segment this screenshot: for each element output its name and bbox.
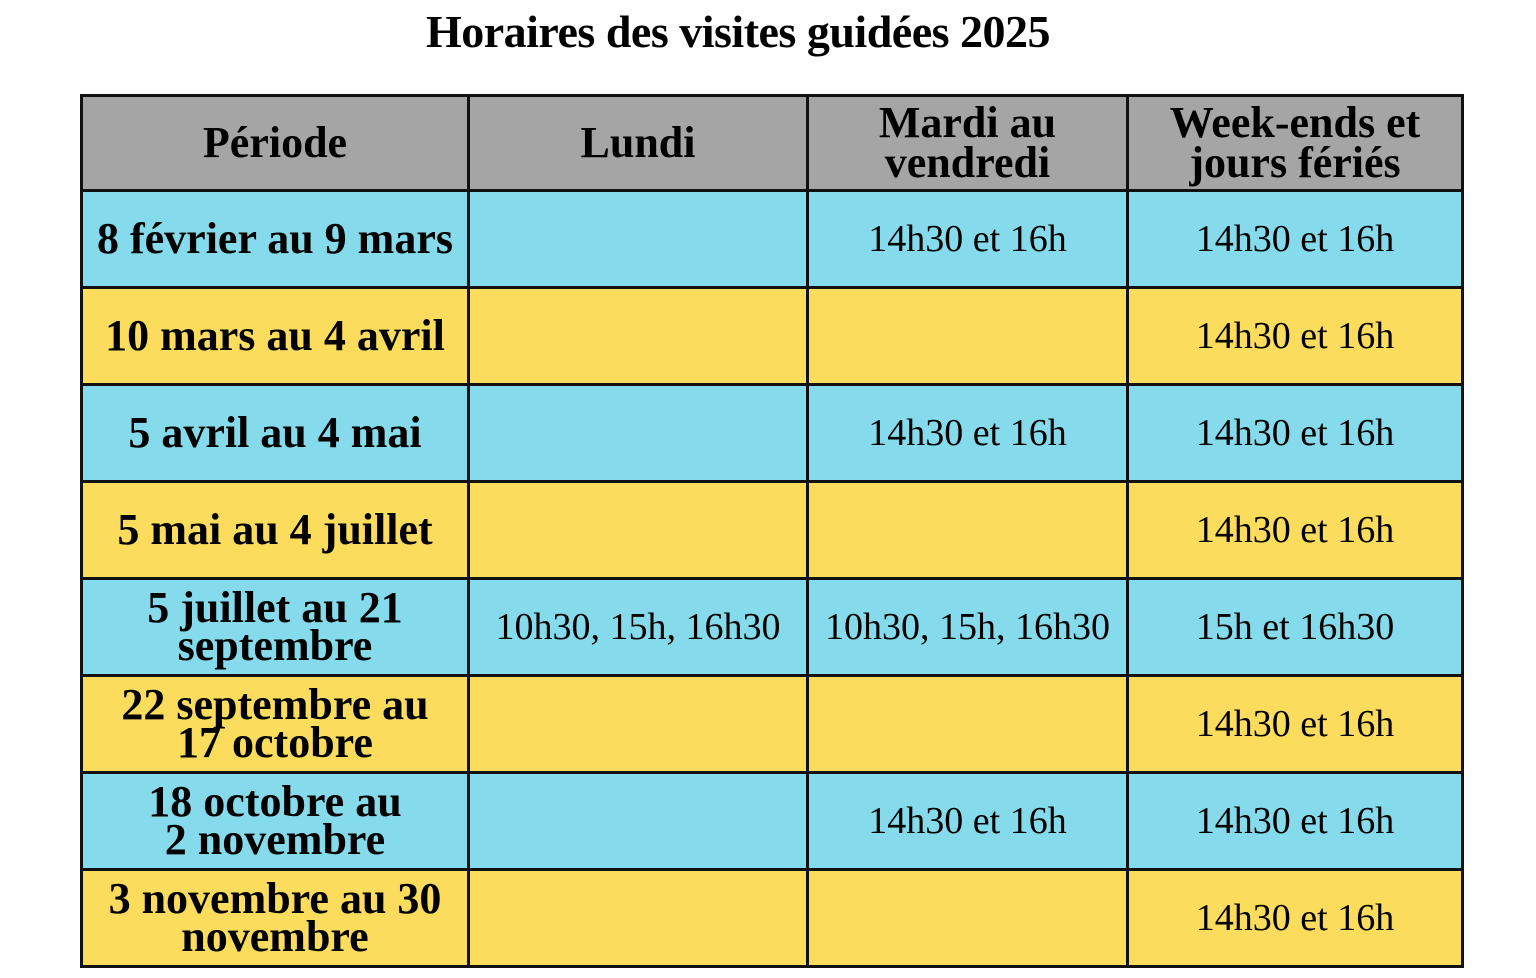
period-cell: 5 avril au 4 mai	[82, 385, 469, 482]
weekend-cell: 14h30 et 16h	[1128, 676, 1463, 773]
tuesday-friday-cell: 14h30 et 16h	[808, 191, 1128, 288]
monday-cell	[469, 288, 808, 385]
header-monday: Lundi	[469, 96, 808, 191]
table-header-row	[82, 96, 1463, 191]
weekend-cell: 14h30 et 16h	[1128, 482, 1463, 579]
tuesday-friday-cell	[808, 288, 1128, 385]
period-cell: 5 juillet au 21 septembre	[82, 579, 469, 676]
table-row	[82, 773, 1463, 870]
weekend-cell: 14h30 et 16h	[1128, 870, 1463, 967]
period-cell: 3 novembre au 30 novembre	[82, 870, 469, 967]
header-period: Période	[82, 96, 469, 191]
table-row	[82, 676, 1463, 773]
monday-cell	[469, 676, 808, 773]
period-cell: 5 mai au 4 juillet	[82, 482, 469, 579]
period-cell: 10 mars au 4 avril	[82, 288, 469, 385]
page-title: Horaires des visites guidées 2025	[425, 6, 1051, 57]
schedule-table	[80, 94, 1464, 968]
tuesday-friday-cell: 14h30 et 16h	[808, 385, 1128, 482]
header-tuesday-friday: Mardi au vendredi	[808, 96, 1128, 191]
period-cell: 8 février au 9 mars	[82, 191, 469, 288]
table-row	[82, 870, 1463, 967]
period-cell: 18 octobre au 2 novembre	[82, 773, 469, 870]
monday-cell	[469, 191, 808, 288]
weekend-cell: 14h30 et 16h	[1128, 385, 1463, 482]
weekend-cell: 15h et 16h30	[1128, 579, 1463, 676]
monday-cell	[469, 870, 808, 967]
tuesday-friday-cell	[808, 676, 1128, 773]
table-row	[82, 288, 1463, 385]
period-cell: 22 septembre au 17 octobre	[82, 676, 469, 773]
tuesday-friday-cell: 14h30 et 16h	[808, 773, 1128, 870]
weekend-cell: 14h30 et 16h	[1128, 191, 1463, 288]
monday-cell	[469, 482, 808, 579]
monday-cell	[469, 773, 808, 870]
tuesday-friday-cell	[808, 870, 1128, 967]
table-row	[82, 579, 1463, 676]
table-row	[82, 482, 1463, 579]
table-row	[82, 385, 1463, 482]
weekend-cell: 14h30 et 16h	[1128, 773, 1463, 870]
weekend-cell: 14h30 et 16h	[1128, 288, 1463, 385]
tuesday-friday-cell: 10h30, 15h, 16h30	[808, 579, 1128, 676]
table-row	[82, 191, 1463, 288]
header-weekends-holidays: Week-ends et jours fériés	[1128, 96, 1463, 191]
tuesday-friday-cell	[808, 482, 1128, 579]
monday-cell	[469, 385, 808, 482]
monday-cell: 10h30, 15h, 16h30	[469, 579, 808, 676]
